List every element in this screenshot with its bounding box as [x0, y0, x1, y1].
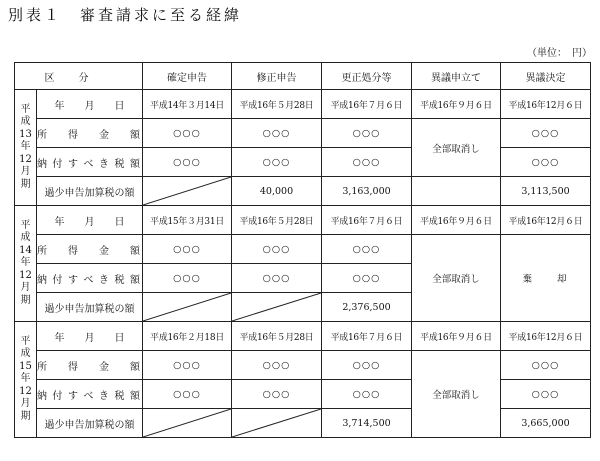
period-char: 平 — [20, 219, 31, 231]
penalty-cell: 40,000 — [232, 177, 322, 206]
tax-cell: ○○○ — [322, 380, 412, 409]
table-row — [15, 148, 591, 177]
header-kosei: 更正処分等 — [322, 63, 412, 90]
tax-cell: ○○○ — [232, 264, 322, 293]
income-cell: ○○○ — [501, 351, 591, 380]
date-cell: 平成16年５月28日 — [232, 322, 322, 351]
date-cell: 平成14年３月14日 — [143, 90, 232, 119]
period-char: 月 — [20, 166, 31, 178]
period-char: 期 — [20, 410, 31, 422]
row-label-income: 所 得 金 額 — [37, 351, 143, 380]
date-cell: 平成15年３月31日 — [143, 206, 232, 235]
period-char: 15 — [19, 360, 32, 372]
date-cell: 平成16年12月６日 — [501, 90, 591, 119]
period-char: 年 — [20, 373, 31, 385]
period-char: 期 — [20, 178, 31, 190]
diagonal-line — [143, 293, 231, 321]
diagonal-line — [232, 409, 321, 437]
objection-cell: 全部取消し — [412, 119, 501, 177]
penalty-cell: 3,665,000 — [501, 409, 591, 438]
row-label-date: 年 月 日 — [37, 322, 143, 351]
diagonal-line — [143, 409, 231, 437]
table-row — [15, 90, 591, 119]
period-char: 12 — [19, 385, 32, 397]
tax-cell: ○○○ — [143, 148, 232, 177]
diagonal-cell — [143, 177, 232, 206]
date-cell: 平成16年７月６日 — [322, 90, 412, 119]
date-cell: 平成16年５月28日 — [232, 90, 322, 119]
date-cell: 平成16年９月６日 — [412, 206, 501, 235]
penalty-cell: 2,376,500 — [322, 293, 412, 322]
income-cell: ○○○ — [232, 235, 322, 264]
tax-cell: ○○○ — [143, 264, 232, 293]
header-igi-moushitate: 異議申立て — [412, 63, 501, 90]
objection-cell: 全部取消し — [412, 351, 501, 438]
diagonal-line — [143, 177, 231, 205]
row-label-date: 年 月 日 — [37, 206, 143, 235]
income-cell: ○○○ — [143, 119, 232, 148]
income-cell: ○○○ — [322, 235, 412, 264]
table-row — [15, 380, 591, 409]
period-char: 成 — [20, 232, 31, 244]
table-row — [15, 322, 591, 351]
period-char: 成 — [20, 348, 31, 360]
table-row — [15, 119, 591, 148]
income-cell: ○○○ — [322, 119, 412, 148]
diagonal-cell — [232, 293, 322, 322]
diagonal-cell — [232, 409, 322, 438]
income-cell: ○○○ — [501, 119, 591, 148]
tax-cell: ○○○ — [322, 148, 412, 177]
period-char: 12 — [19, 269, 32, 281]
income-cell: ○○○ — [232, 351, 322, 380]
date-cell: 平成16年７月６日 — [322, 322, 412, 351]
tax-cell: ○○○ — [232, 380, 322, 409]
objection-cell: 全部取消し — [412, 235, 501, 322]
income-cell: ○○○ — [322, 351, 412, 380]
header-row — [15, 63, 591, 90]
row-label-penalty: 過少申告加算税の額 — [37, 177, 143, 206]
unit-note: （単位： 円） — [527, 48, 592, 59]
income-cell: ○○○ — [143, 351, 232, 380]
row-label-date: 年 月 日 — [37, 90, 143, 119]
income-cell: ○○○ — [143, 235, 232, 264]
header-kubun: 区分 — [15, 63, 143, 90]
penalty-cell: 3,714,500 — [322, 409, 412, 438]
table-row — [15, 409, 591, 438]
period-label — [15, 206, 37, 322]
tax-cell: ○○○ — [322, 264, 412, 293]
header-shusei: 修正申告 — [232, 63, 322, 90]
empty-cell — [412, 177, 501, 206]
decision-cell: 棄 却 — [501, 235, 591, 322]
period-label — [15, 322, 37, 438]
period-char: 月 — [20, 398, 31, 410]
period-char: 月 — [20, 282, 31, 294]
income-cell: ○○○ — [232, 119, 322, 148]
diagonal-cell — [143, 293, 232, 322]
table-row — [15, 235, 591, 264]
row-label-penalty: 過少申告加算税の額 — [37, 409, 143, 438]
period-char: 13 — [19, 128, 32, 140]
period-label — [15, 90, 37, 206]
date-cell: 平成16年12月６日 — [501, 322, 591, 351]
penalty-cell: 3,163,000 — [322, 177, 412, 206]
diagonal-cell — [143, 409, 232, 438]
date-cell: 平成16年２月18日 — [143, 322, 232, 351]
date-cell: 平成16年12月６日 — [501, 206, 591, 235]
row-label-tax: 納付すべき税額 — [37, 264, 143, 293]
period-char: 平 — [20, 103, 31, 115]
row-label-income: 所 得 金 額 — [37, 235, 143, 264]
period-char: 年 — [20, 257, 31, 269]
penalty-cell: 3,113,500 — [501, 177, 591, 206]
table-row — [15, 206, 591, 235]
row-label-tax: 納付すべき税額 — [37, 380, 143, 409]
period-char: 期 — [20, 294, 31, 306]
table-row — [15, 351, 591, 380]
appeal-history-table — [14, 62, 591, 438]
row-label-income: 所 得 金 額 — [37, 119, 143, 148]
period-char: 年 — [20, 141, 31, 153]
period-char: 平 — [20, 335, 31, 347]
period-char: 12 — [19, 153, 32, 165]
period-char: 成 — [20, 116, 31, 128]
header-igi-kettei: 異議決定 — [501, 63, 591, 90]
date-cell: 平成16年７月６日 — [322, 206, 412, 235]
row-label-penalty: 過少申告加算税の額 — [37, 293, 143, 322]
tax-cell: ○○○ — [501, 380, 591, 409]
header-kakutei: 確定申告 — [143, 63, 232, 90]
tax-cell: ○○○ — [501, 148, 591, 177]
date-cell: 平成16年９月６日 — [412, 90, 501, 119]
period-char: 14 — [19, 244, 32, 256]
date-cell: 平成16年５月28日 — [232, 206, 322, 235]
document-title: 別表１ 審査請求に至る経緯 — [8, 6, 243, 24]
diagonal-line — [232, 293, 321, 321]
row-label-tax: 納付すべき税額 — [37, 148, 143, 177]
tax-cell: ○○○ — [143, 380, 232, 409]
date-cell: 平成16年９月６日 — [412, 322, 501, 351]
tax-cell: ○○○ — [232, 148, 322, 177]
table-row — [15, 177, 591, 206]
